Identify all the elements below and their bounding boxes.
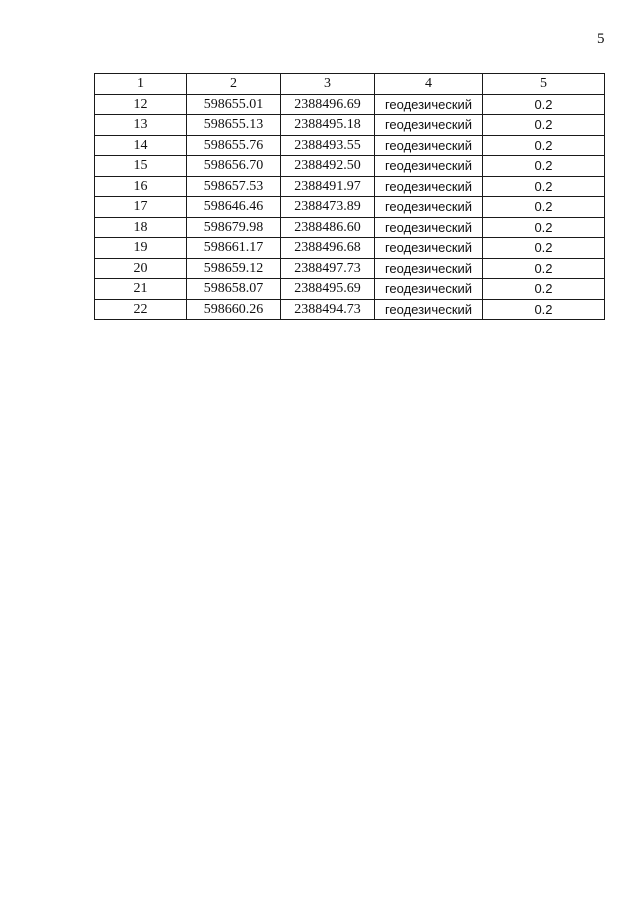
point-number-cell: 19 [95,238,187,259]
table-body [95,94,605,320]
table-row [95,94,605,115]
method-cell: геодезический [375,238,483,259]
method-cell: геодезический [375,115,483,136]
error-cell: 0.2 [483,238,605,259]
y-coordinate-cell: 2388495.18 [281,115,375,136]
x-coordinate-cell: 598656.70 [187,156,281,177]
x-coordinate-cell: 598655.01 [187,94,281,115]
table-row [95,299,605,320]
error-cell: 0.2 [483,197,605,218]
page-number: 5 [597,31,605,47]
y-coordinate-cell: 2388492.50 [281,156,375,177]
point-number-cell: 18 [95,217,187,238]
method-cell: геодезический [375,176,483,197]
error-cell: 0.2 [483,279,605,300]
y-coordinate-cell: 2388494.73 [281,299,375,320]
table-row [95,279,605,300]
y-coordinate-cell: 2388495.69 [281,279,375,300]
column-header-1: 1 [95,74,187,95]
y-coordinate-cell: 2388496.68 [281,238,375,259]
method-cell: геодезический [375,299,483,320]
x-coordinate-cell: 598657.53 [187,176,281,197]
error-cell: 0.2 [483,299,605,320]
table-row [95,156,605,177]
method-cell: геодезический [375,135,483,156]
method-cell: геодезический [375,279,483,300]
y-coordinate-cell: 2388493.55 [281,135,375,156]
column-header-2: 2 [187,74,281,95]
table-row [95,217,605,238]
method-cell: геодезический [375,197,483,218]
table-row [95,176,605,197]
point-number-cell: 14 [95,135,187,156]
point-number-cell: 17 [95,197,187,218]
point-number-cell: 21 [95,279,187,300]
column-header-5: 5 [483,74,605,95]
column-header-3: 3 [281,74,375,95]
method-cell: геодезический [375,217,483,238]
point-number-cell: 12 [95,94,187,115]
table-row [95,115,605,136]
y-coordinate-cell: 2388486.60 [281,217,375,238]
error-cell: 0.2 [483,258,605,279]
method-cell: геодезический [375,156,483,177]
error-cell: 0.2 [483,115,605,136]
column-header-4: 4 [375,74,483,95]
error-cell: 0.2 [483,156,605,177]
y-coordinate-cell: 2388497.73 [281,258,375,279]
x-coordinate-cell: 598661.17 [187,238,281,259]
x-coordinate-cell: 598655.76 [187,135,281,156]
table-row [95,238,605,259]
error-cell: 0.2 [483,217,605,238]
point-number-cell: 15 [95,156,187,177]
x-coordinate-cell: 598646.46 [187,197,281,218]
x-coordinate-cell: 598679.98 [187,217,281,238]
point-number-cell: 16 [95,176,187,197]
x-coordinate-cell: 598658.07 [187,279,281,300]
error-cell: 0.2 [483,176,605,197]
x-coordinate-cell: 598655.13 [187,115,281,136]
coordinates-table [94,73,605,320]
method-cell: геодезический [375,258,483,279]
y-coordinate-cell: 2388496.69 [281,94,375,115]
table-row [95,197,605,218]
error-cell: 0.2 [483,94,605,115]
error-cell: 0.2 [483,135,605,156]
point-number-cell: 20 [95,258,187,279]
point-number-cell: 22 [95,299,187,320]
x-coordinate-cell: 598659.12 [187,258,281,279]
y-coordinate-cell: 2388473.89 [281,197,375,218]
table-row [95,258,605,279]
x-coordinate-cell: 598660.26 [187,299,281,320]
point-number-cell: 13 [95,115,187,136]
method-cell: геодезический [375,94,483,115]
y-coordinate-cell: 2388491.97 [281,176,375,197]
table-header-row [95,74,605,95]
table-row [95,135,605,156]
